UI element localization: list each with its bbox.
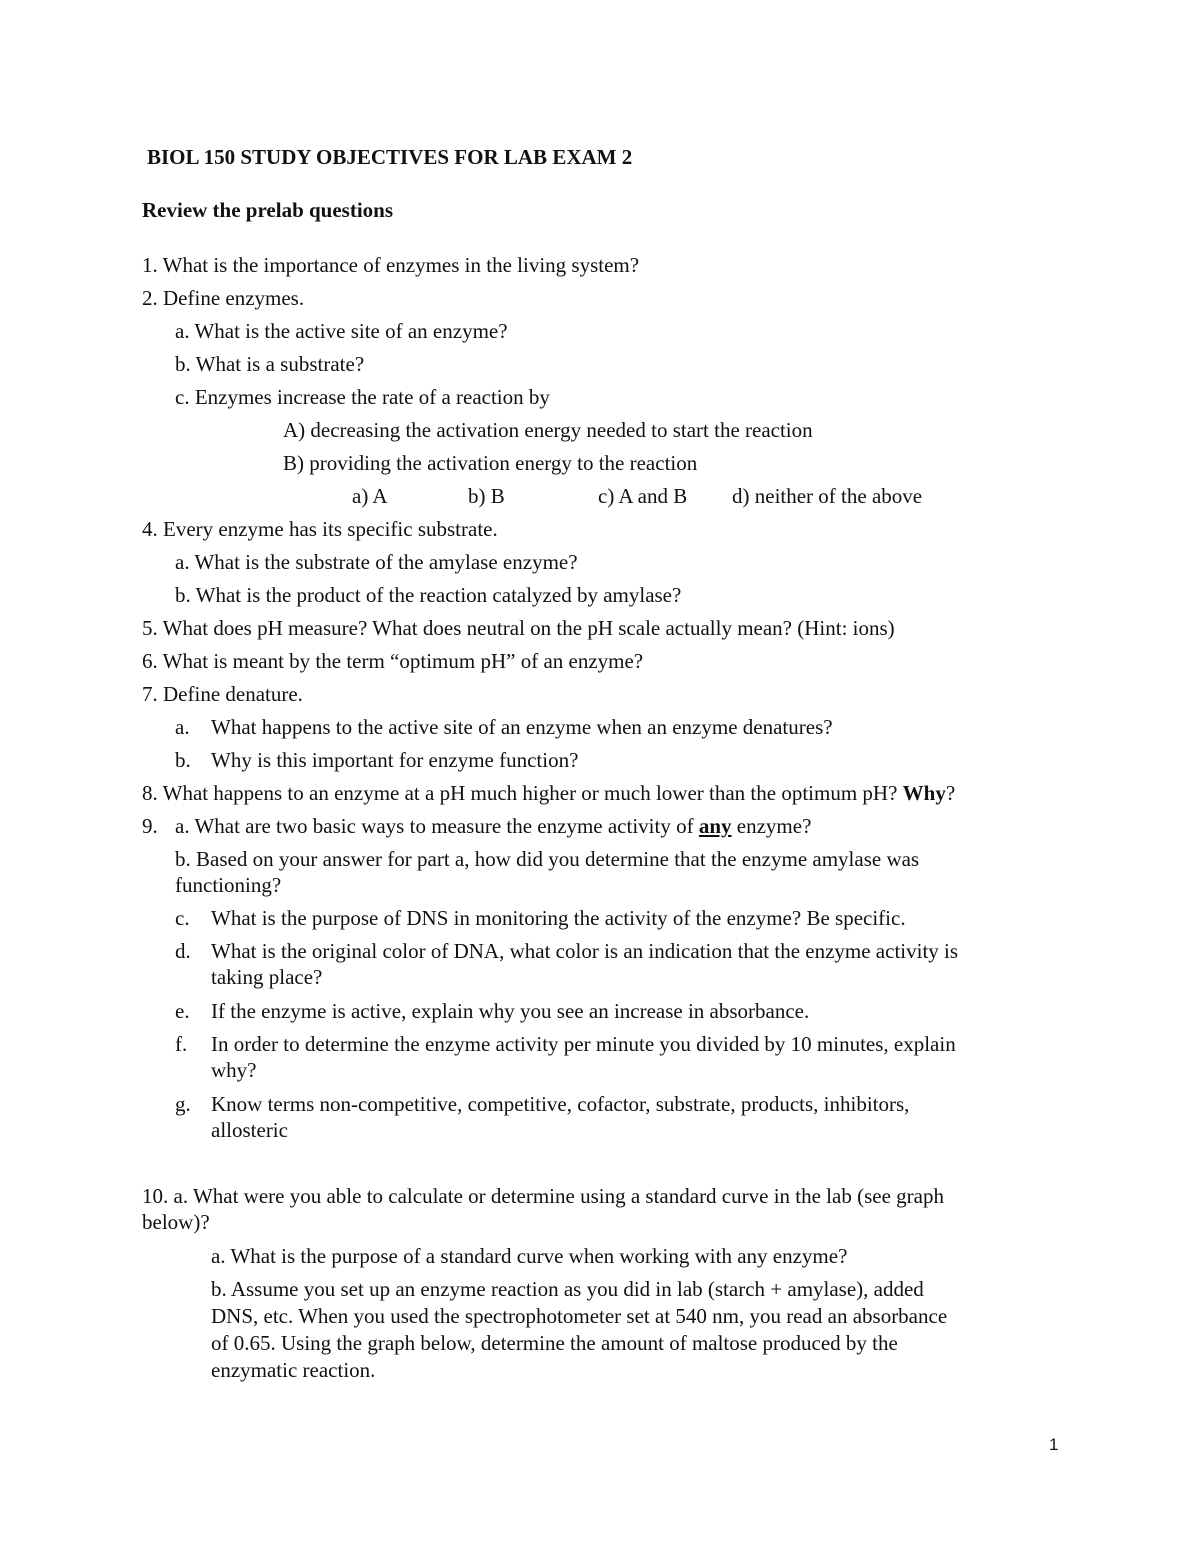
question-4a: a. What is the substrate of the amylase enzyme? [175, 550, 578, 574]
question-4: 4. Every enzyme has its specific substrate. [142, 517, 498, 541]
question-9a-end: enzyme? [731, 814, 812, 838]
question-10b-line2: DNS, etc. When you used the spectrophotometer set at 540 nm, you read an absorbance [211, 1304, 948, 1328]
document-title: BIOL 150 STUDY OBJECTIVES FOR LAB EXAM 2 [147, 145, 633, 169]
question-10-line2: below)? [142, 1210, 210, 1234]
question-9f-line2: why? [211, 1058, 257, 1082]
question-9d-marker: d. [175, 939, 191, 963]
question-9c: What is the purpose of DNS in monitoring the activity of the enzyme? Be specific. [211, 906, 906, 930]
option-B: B) providing the activation energy to the reaction [283, 451, 698, 475]
page-number: 1 [1049, 1435, 1059, 1454]
question-10b-line1: b. Assume you set up an enzyme reaction as you did in lab (starch + amylase), added [211, 1277, 924, 1301]
question-5: 5. What does pH measure? What does neutral on the pH scale actually mean? (Hint: ions) [142, 616, 895, 640]
choice-d: d) neither of the above [732, 484, 923, 508]
question-9b-line2: functioning? [175, 873, 282, 897]
question-9a-emphasis: any [698, 814, 732, 838]
section-subheading: Review the prelab questions [142, 198, 394, 222]
question-8-text: 8. What happens to an enzyme at a pH much higher or much lower than the optimum pH? [142, 781, 903, 805]
question-7a-marker: a. [175, 715, 190, 739]
question-9c-marker: c. [175, 906, 190, 930]
choice-b: b) B [468, 484, 505, 508]
choice-a: a) A [352, 484, 388, 508]
question-9g-line2: allosteric [211, 1118, 288, 1142]
question-2: 2. Define enzymes. [142, 286, 305, 310]
question-10a: a. What is the purpose of a standard curve when working with any enzyme? [211, 1244, 848, 1268]
question-2b: b. What is a substrate? [175, 352, 365, 376]
question-8-end: ? [945, 781, 956, 805]
question-7b: Why is this important for enzyme function? [211, 748, 579, 772]
question-9d-line1: What is the original color of DNA, what color is an indication that the enzyme activity is [211, 939, 959, 963]
question-10-line1: 10. a. What were you able to calculate or determine using a standard curve in the lab (see graph [142, 1184, 944, 1208]
choice-c: c) A and B [598, 484, 688, 508]
question-9g-line1: Know terms non-competitive, competitive, cofactor, substrate, products, inhibitors, [211, 1092, 910, 1116]
question-1: 1. What is the importance of enzymes in the living system? [142, 253, 640, 277]
question-4b: b. What is the product of the reaction catalyzed by amylase? [175, 583, 682, 607]
question-9d-line2: taking place? [211, 965, 323, 989]
question-8 [142, 780, 955, 807]
question-9g-marker: g. [175, 1092, 191, 1116]
question-9a [175, 813, 811, 840]
question-9f-marker: f. [175, 1032, 188, 1056]
question-7: 7. Define denature. [142, 682, 303, 706]
question-6: 6. What is meant by the term “optimum pH” of an enzyme? [142, 649, 644, 673]
question-10b-line3: of 0.65. Using the graph below, determine the amount of maltose produced by the [211, 1331, 898, 1355]
question-8-why: Why [902, 781, 946, 805]
question-9f-line1: In order to determine the enzyme activity per minute you divided by 10 minutes, explain [211, 1032, 956, 1056]
question-9e-marker: e. [175, 999, 190, 1023]
question-9e: If the enzyme is active, explain why you see an increase in absorbance. [211, 999, 810, 1023]
question-10b-line4: enzymatic reaction. [211, 1358, 376, 1382]
question-7b-marker: b. [175, 748, 191, 772]
question-2c: c. Enzymes increase the rate of a reaction by [175, 385, 550, 409]
option-A: A) decreasing the activation energy needed to start the reaction [283, 418, 813, 442]
choice-row [352, 483, 922, 510]
question-9-number: 9. [142, 814, 158, 838]
question-2a: a. What is the active site of an enzyme? [175, 319, 508, 343]
question-7a: What happens to the active site of an enzyme when an enzyme denatures? [211, 715, 833, 739]
question-9a-text: a. What are two basic ways to measure the enzyme activity of [175, 814, 699, 838]
question-9b-line1: b. Based on your answer for part a, how did you determine that the enzyme amylase was [175, 847, 920, 871]
